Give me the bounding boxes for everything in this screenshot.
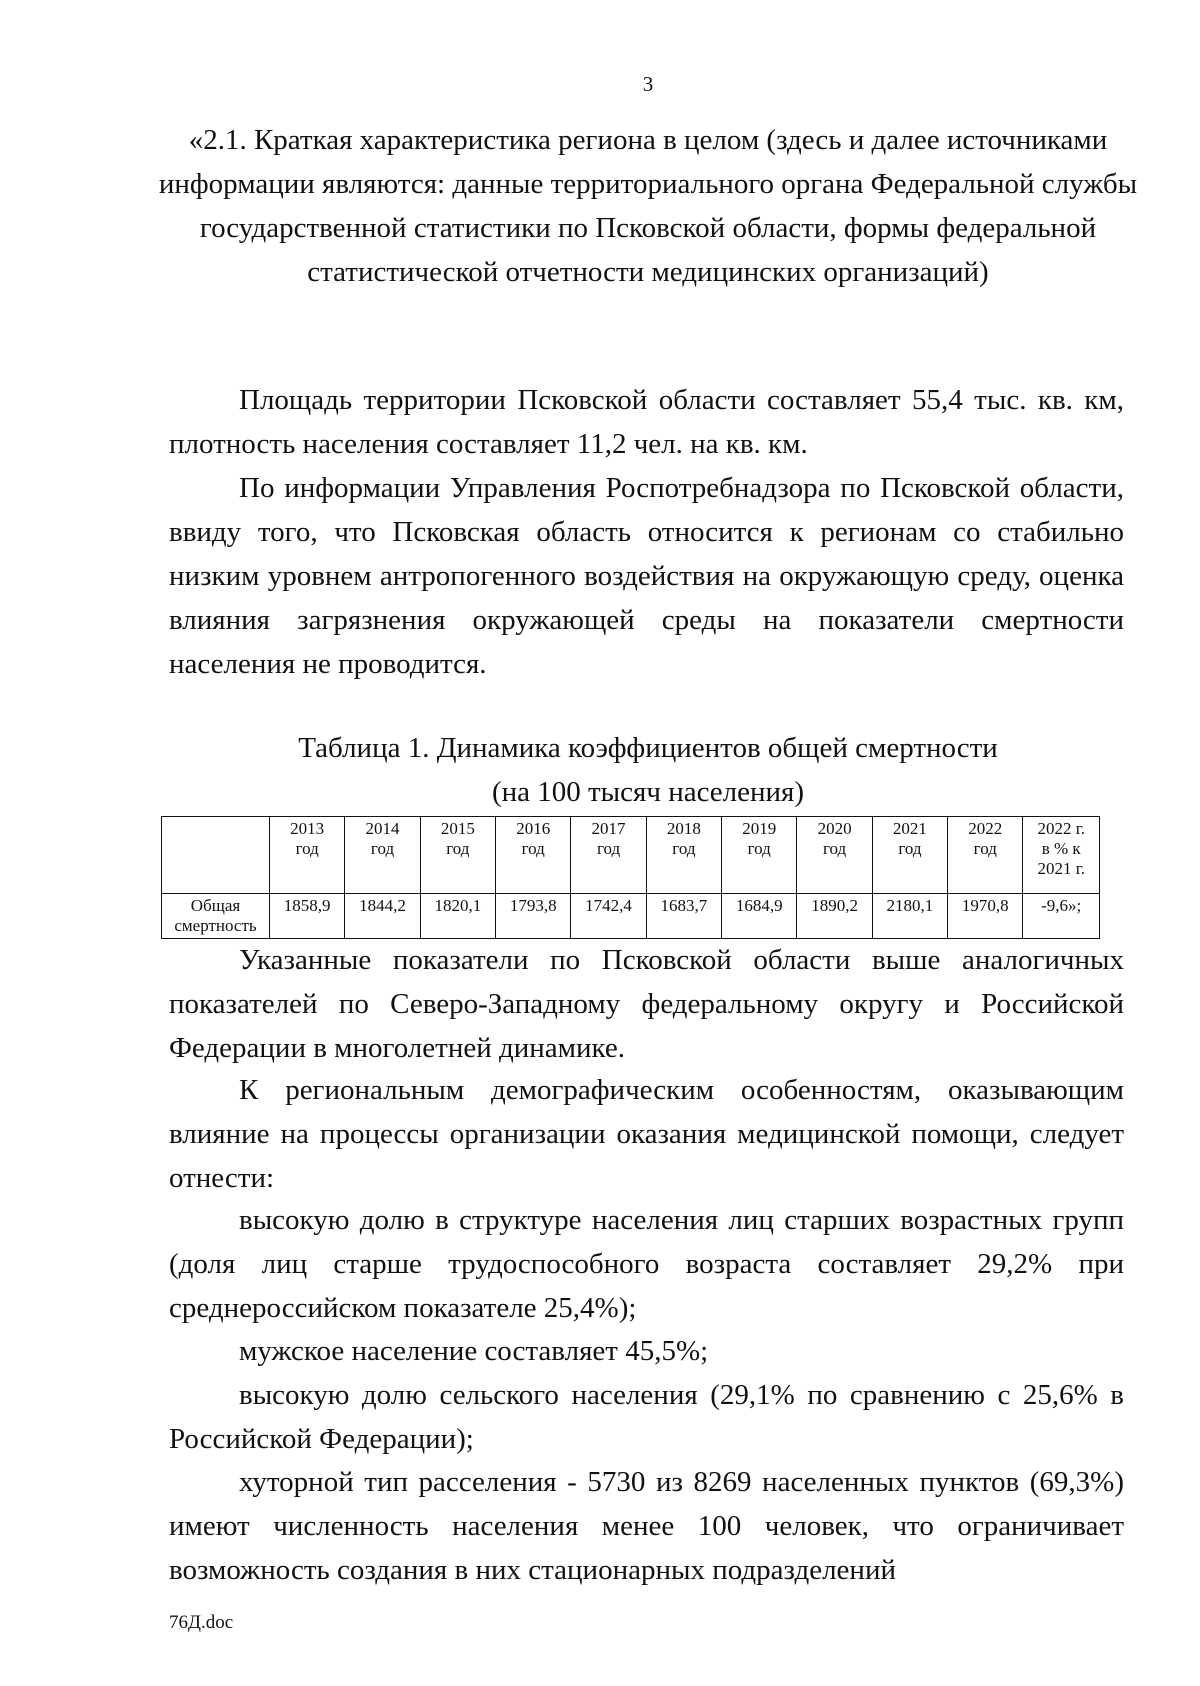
paragraph-area bbox=[169, 378, 1124, 466]
file-name-footer: 76Д.doc bbox=[169, 1612, 234, 1633]
row-label-cell: Общая смертность bbox=[162, 894, 270, 939]
value-cell: 1684,9 bbox=[722, 894, 797, 939]
header-cell: 2017 год bbox=[571, 817, 646, 894]
value-cell: 1844,2 bbox=[345, 894, 420, 939]
table-row bbox=[162, 894, 1100, 939]
paragraph-text: мужское население составляет 45,5%; bbox=[239, 1335, 709, 1367]
paragraph-rospotrebnadzor bbox=[169, 466, 1124, 686]
value-cell: 1683,7 bbox=[646, 894, 721, 939]
paragraph-text: По информации Управления Роспотребнадзора по Псковской области, ввиду того, что Псковская область относится к регионам со стабильно низким уровнем антропогенного воздействия на окружающую среду, оценка влияния загрязнения окружающей среды на показатели смертности населения не проводится. bbox=[169, 472, 1124, 680]
header-cell: 2015 год bbox=[420, 817, 495, 894]
mortality-table bbox=[161, 816, 1100, 939]
value-cell: 1970,8 bbox=[948, 894, 1023, 939]
value-cell: 1858,9 bbox=[270, 894, 345, 939]
paragraph-settlement bbox=[169, 1460, 1124, 1592]
table-corner-cell bbox=[162, 817, 270, 894]
table-header-row bbox=[162, 817, 1100, 894]
paragraph-text: хуторной тип расселения - 5730 из 8269 населенных пунктов (69,3%) имеют численность населения менее 100 человек, что ограничивает возможность создания в них стационарных подразделений bbox=[169, 1466, 1124, 1586]
section-heading: «2.1. Краткая характеристика региона в целом (здесь и далее источниками информации являются: данные территориального органа Федеральной службы государственной статистики по Псковской области, формы федеральной статистической отчетности медицинских организаций) bbox=[158, 124, 1138, 288]
value-cell: 1793,8 bbox=[496, 894, 571, 939]
header-cell: 2013 год bbox=[270, 817, 345, 894]
paragraph-elderly bbox=[169, 1198, 1124, 1330]
paragraph-demographics bbox=[169, 1068, 1124, 1200]
table-caption bbox=[0, 726, 1200, 814]
header-cell-percent: 2022 г. в % к 2021 г. bbox=[1023, 817, 1100, 894]
header-cell: 2020 год bbox=[797, 817, 872, 894]
page-number: 3 bbox=[642, 72, 654, 96]
value-cell: 1742,4 bbox=[571, 894, 646, 939]
paragraph-male bbox=[169, 1329, 1124, 1373]
paragraph-rural bbox=[169, 1373, 1124, 1461]
paragraph-text: Площадь территории Псковской области составляет 55,4 тыс. кв. км, плотность населения составляет 11,2 чел. на кв. км. bbox=[169, 384, 1124, 460]
table-caption-units: (на 100 тысяч населения) bbox=[491, 776, 805, 808]
paragraph-text: высокую долю в структуре населения лиц старших возрастных групп (доля лиц старше трудоспособного возраста составляет 29,2% при среднероссийском показателе 25,4%); bbox=[169, 1204, 1124, 1324]
value-cell: 2180,1 bbox=[872, 894, 947, 939]
header-cell: 2016 год bbox=[496, 817, 571, 894]
paragraph-comparison bbox=[169, 938, 1124, 1070]
paragraph-text: К региональным демографическим особенностям, оказывающим влияние на процессы организации оказания медицинской помощи, следует отнести: bbox=[169, 1074, 1124, 1194]
paragraph-text: Указанные показатели по Псковской области выше аналогичных показателей по Северо-Западному федеральному округу и Российской Федерации в многолетней динамике. bbox=[169, 944, 1124, 1064]
table-caption-title: Таблица 1. Динамика коэффициентов общей смертности bbox=[298, 732, 998, 764]
header-cell: 2019 год bbox=[722, 817, 797, 894]
value-cell: 1820,1 bbox=[420, 894, 495, 939]
value-cell-percent: -9,6»; bbox=[1023, 894, 1100, 939]
paragraph-text: высокую долю сельского населения (29,1% по сравнению с 25,6% в Российской Федерации); bbox=[169, 1379, 1124, 1455]
header-cell: 2014 год bbox=[345, 817, 420, 894]
header-cell: 2018 год bbox=[646, 817, 721, 894]
value-cell: 1890,2 bbox=[797, 894, 872, 939]
header-cell: 2022 год bbox=[948, 817, 1023, 894]
header-cell: 2021 год bbox=[872, 817, 947, 894]
